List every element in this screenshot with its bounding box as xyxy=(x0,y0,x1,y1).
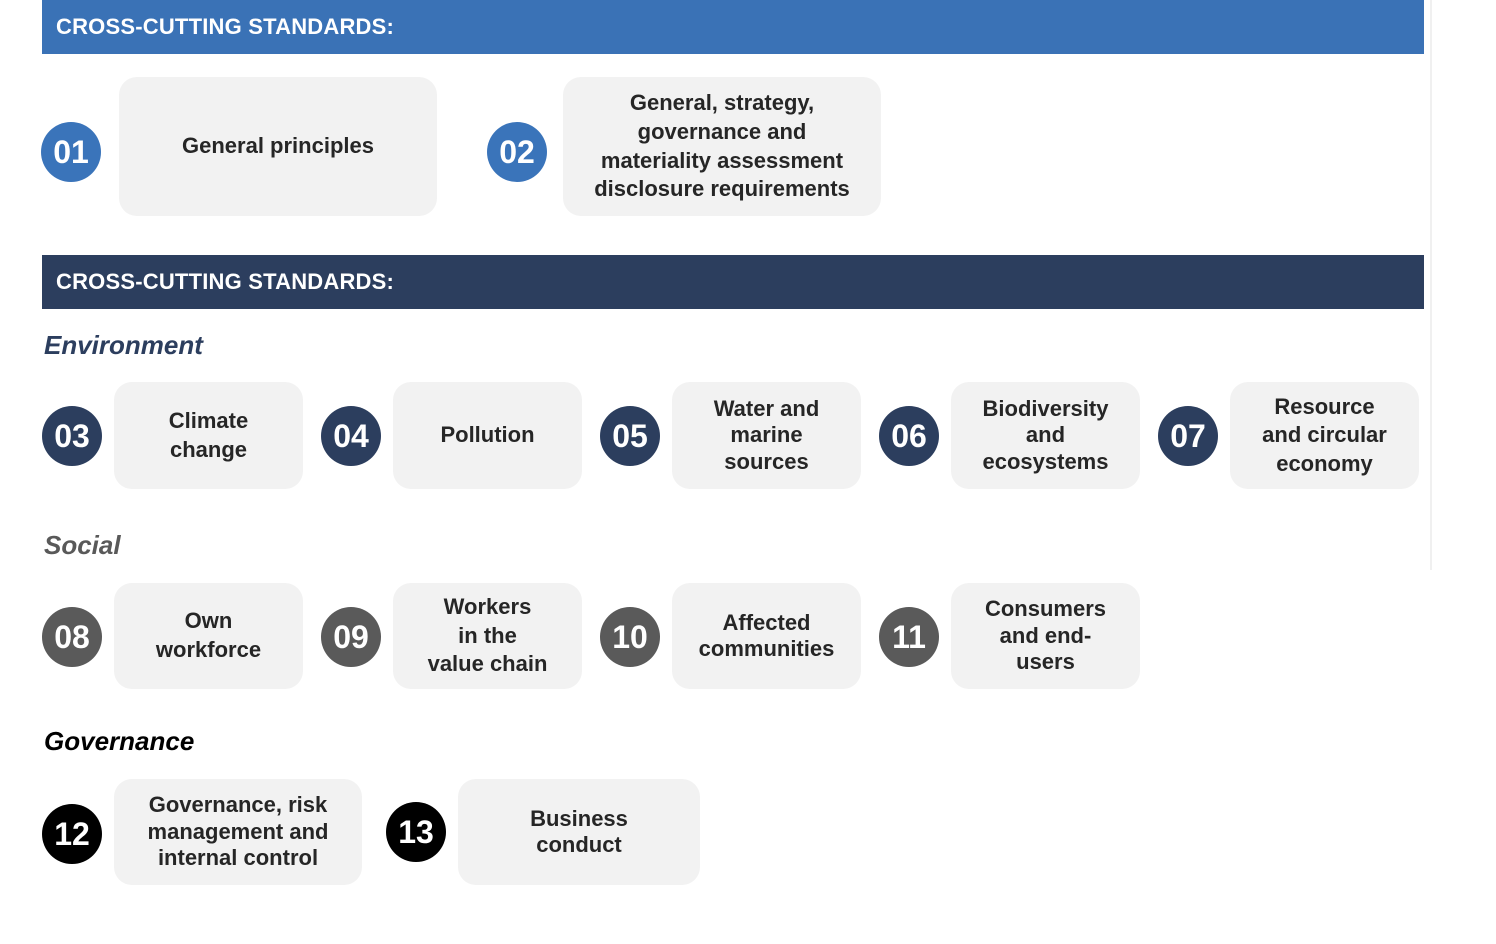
standard-card-consumers-end-users: Consumers and end- users xyxy=(951,583,1140,689)
standard-number-04: 04 xyxy=(321,406,381,466)
cross-cutting-banner: CROSS-CUTTING STANDARDS: xyxy=(42,0,1424,54)
standard-number-12: 12 xyxy=(42,804,102,864)
standard-card-biodiversity: Biodiversity and ecosystems xyxy=(951,382,1140,489)
standard-card-business-conduct: Business conduct xyxy=(458,779,700,885)
standard-number-02: 02 xyxy=(487,122,547,182)
standard-number-08: 08 xyxy=(42,607,102,667)
standard-card-general-disclosures: General, strategy, governance and materiality assessment disclosure requirements xyxy=(563,77,881,216)
standard-number-11: 11 xyxy=(879,607,939,667)
standard-card-own-workforce: Own workforce xyxy=(114,583,303,689)
section-label-environment: Environment xyxy=(44,330,203,360)
standard-card-affected-communities: Affected communities xyxy=(672,583,861,689)
standard-number-06: 06 xyxy=(879,406,939,466)
standard-card-water-marine: Water and marine sources xyxy=(672,382,861,489)
standard-number-05: 05 xyxy=(600,406,660,466)
standard-card-climate-change: Climate change xyxy=(114,382,303,489)
standard-number-01: 01 xyxy=(41,122,101,182)
topical-standards-banner: CROSS-CUTTING STANDARDS: xyxy=(42,255,1424,309)
section-label-governance: Governance xyxy=(44,726,195,756)
standard-card-general-principles: General principles xyxy=(119,77,437,216)
standard-number-09: 09 xyxy=(321,607,381,667)
standard-card-governance-risk-control: Governance, risk management and internal control xyxy=(114,779,362,885)
standard-card-value-chain-workers: Workers in the value chain xyxy=(393,583,582,689)
standard-card-resource-circular: Resource and circular economy xyxy=(1230,382,1419,489)
page-edge-divider xyxy=(1430,0,1432,570)
standard-card-pollution: Pollution xyxy=(393,382,582,489)
standard-number-03: 03 xyxy=(42,406,102,466)
section-label-social: Social xyxy=(44,530,121,560)
standard-number-10: 10 xyxy=(600,607,660,667)
standard-number-13: 13 xyxy=(386,802,446,862)
standard-number-07: 07 xyxy=(1158,406,1218,466)
